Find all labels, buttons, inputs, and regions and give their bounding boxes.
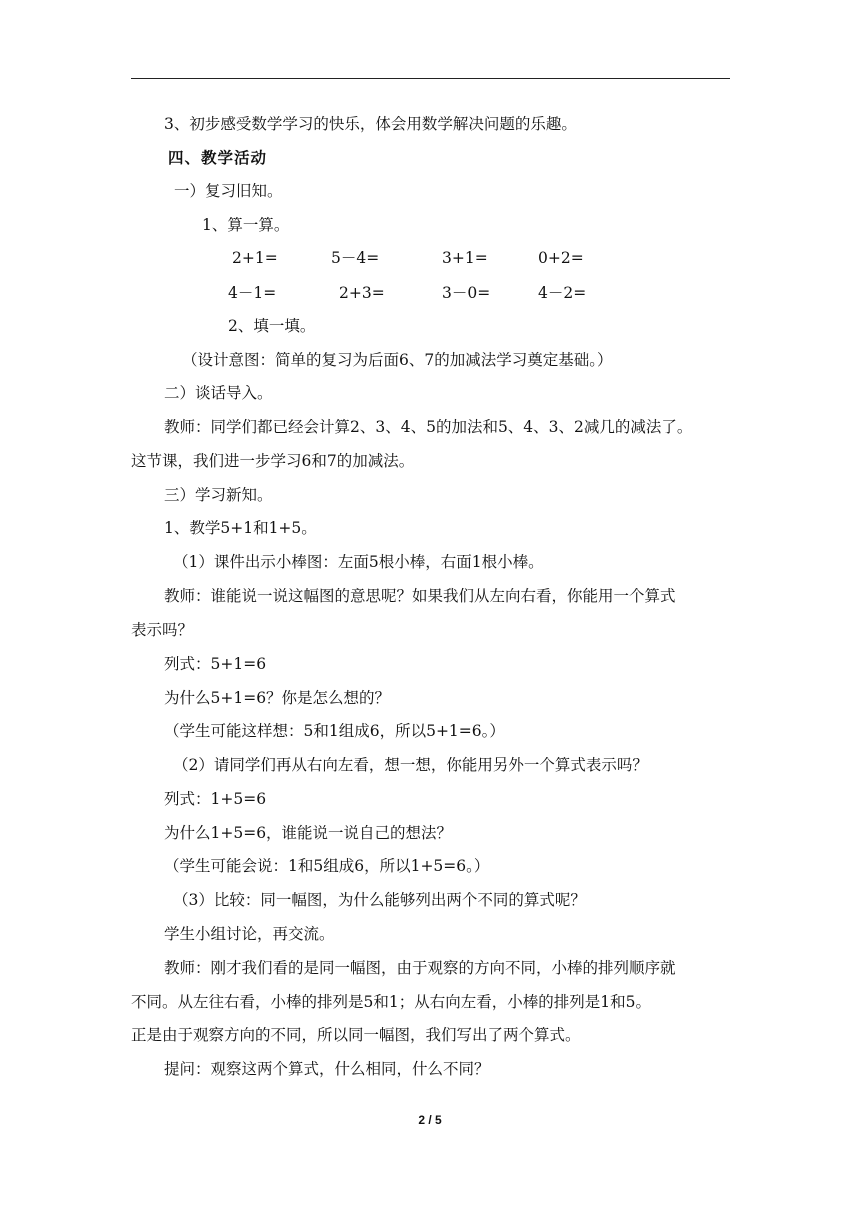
paragraph-line: 提问：观察这两个算式，什么相同，什么不同？ <box>164 1060 490 1078</box>
equation-line: 列式：5+1=6 <box>164 655 267 673</box>
subsection-new-knowledge: 三）学习新知。 <box>164 486 273 504</box>
paragraph-line: 教师：同学们都已经会计算2、3、4、5的加法和5、4、3、2减几的减法了。 <box>164 418 693 436</box>
exercise-heading-calculate: 1、算一算。 <box>202 216 290 234</box>
paragraph-line: 这节课，我们进一步学习6和7的加减法。 <box>131 452 415 470</box>
paragraph-line: 正是由于观察方向的不同，所以同一幅图，我们写出了两个算式。 <box>131 1026 581 1044</box>
paragraph-line: 教师：刚才我们看的是同一幅图，由于观察的方向不同，小棒的排列顺序就 <box>164 959 676 977</box>
exercise-item: 0+2= <box>538 249 584 267</box>
subsection-review: 一）复习旧知。 <box>174 182 283 200</box>
design-intent-note: （设计意图：简单的复习为后面6、7的加减法学习奠定基础。） <box>182 351 613 369</box>
paragraph-line: （1）课件出示小棒图：左面5根小棒，右面1根小棒。 <box>173 553 544 571</box>
paragraph-line: 为什么5+1=6？你是怎么想的？ <box>164 689 391 707</box>
paragraph-line: （3）比较：同一幅图，为什么能够列出两个不同的算式呢？ <box>173 891 586 909</box>
exercise-item: 2+1= <box>232 249 278 267</box>
exercise-item: 3－0= <box>442 284 491 302</box>
exercise-heading-fill: 2、填一填。 <box>228 317 316 335</box>
exercise-item: 5－4= <box>331 249 380 267</box>
paragraph-line: 不同。从左往右看，小棒的排列是5和1；从右向左看，小棒的排列是1和5。 <box>131 993 651 1011</box>
paragraph-line: （学生可能会说：1和5组成6，所以1+5=6。） <box>164 857 490 875</box>
paragraph-line: （学生可能这样想：5和1组成6，所以5+1=6。） <box>164 722 505 740</box>
exercise-item: 2+3= <box>339 284 385 302</box>
exercise-item: 3+1= <box>442 249 488 267</box>
subsection-intro: 二）谈话导入。 <box>164 384 273 402</box>
paragraph-line: （2）请同学们再从右向左看，想一想，你能用另外一个算式表示吗？ <box>173 756 648 774</box>
header-rule <box>131 78 730 79</box>
paragraph-line: 1、教学5+1和1+5。 <box>164 519 317 537</box>
paragraph-line: 学生小组讨论，再交流。 <box>164 925 335 943</box>
exercise-item: 4－2= <box>538 284 587 302</box>
objective-3: 3、初步感受数学学习的快乐，体会用数学解决问题的乐趣。 <box>164 115 577 133</box>
exercise-item: 4－1= <box>228 284 277 302</box>
page-number: 2 / 5 <box>418 1113 442 1127</box>
paragraph-line: 为什么1+5=6，谁能说一说自己的想法？ <box>164 824 453 842</box>
paragraph-line: 教师：谁能说一说这幅图的意思呢？如果我们从左向右看，你能用一个算式 <box>164 587 676 605</box>
equation-line: 列式：1+5=6 <box>164 790 267 808</box>
paragraph-line: 表示吗？ <box>131 621 194 639</box>
section-heading-teaching-activities: 四、教学活动 <box>168 148 268 167</box>
